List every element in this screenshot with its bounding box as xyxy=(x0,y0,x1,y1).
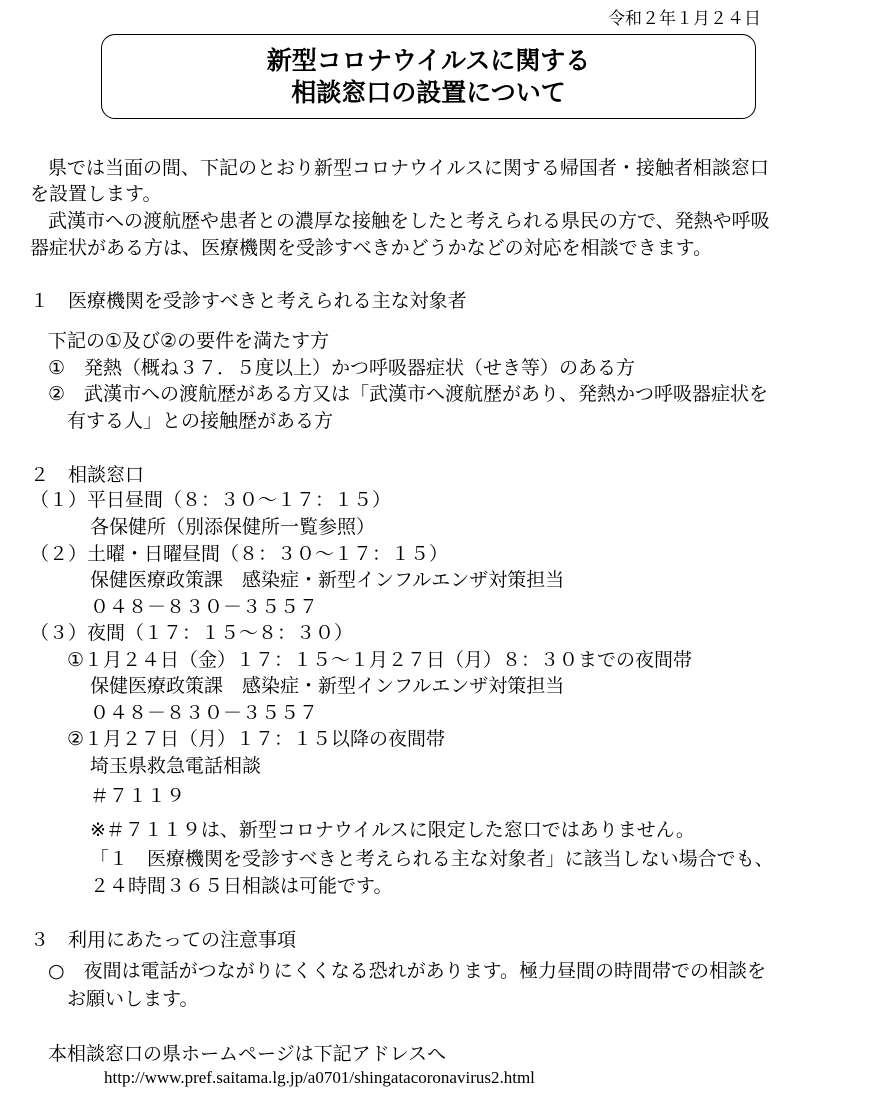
homepage-url: http://www.pref.saitama.lg.jp/a0701/shingatacoronavirus2.html xyxy=(104,1068,535,1087)
night-sub2-phone: ＃７１１９ xyxy=(90,785,186,807)
intro-p2-line1: 武漢市への渡航歴や患者との濃厚な接触をしたと考えられる県民の方で、発熱や呼吸 xyxy=(48,210,770,232)
night-note-1: ※＃７１１９は、新型コロナウイルスに限定した窓口ではありません。 xyxy=(90,819,695,841)
weekday-body: 各保健所（別添保健所一覧参照） xyxy=(90,516,376,538)
title-line-1: 新型コロナウイルスに関する xyxy=(266,46,591,75)
night-sub1-phone: ０４８－８３０－３５５７ xyxy=(90,702,319,724)
night-sub1-label: ①１月２４日（金）１７：１５～１月２７日（月）８：３０までの夜間帯 xyxy=(67,649,693,671)
document-date: 令和２年１月２４日 xyxy=(608,9,761,29)
night-sub1-dept: 保健医療政策課 感染症・新型インフルエンザ対策担当 xyxy=(90,675,565,697)
night-sub2-name: 埼玉県救急電話相談 xyxy=(90,755,262,777)
section3-heading: ３ 利用にあたっての注意事項 xyxy=(30,929,297,951)
night-sub2-label: ②１月２７日（月）１７：１５以降の夜間帯 xyxy=(67,728,446,750)
section2-heading: ２ 相談窓口 xyxy=(30,464,145,486)
title-box xyxy=(101,34,756,119)
section1-item-2-line2: 有する人」との接触歴がある方 xyxy=(67,410,334,432)
weekend-label: （２）土曜・日曜昼間（８：３０～１７：１５） xyxy=(30,543,449,565)
footer-lead: 本相談窓口の県ホームページは下記アドレスへ xyxy=(48,1043,447,1065)
section1-heading: １ 医療機関を受診すべきと考えられる主な対象者 xyxy=(30,290,467,312)
section1-item-2-line1: ② 武漢市への渡航歴がある方又は「武漢市へ渡航歴があり、発熱かつ呼吸器症状を xyxy=(48,383,769,405)
intro-p1-line2: を設置します。 xyxy=(30,183,162,205)
section1-item-1: ① 発熱（概ね３７．５度以上）かつ呼吸器症状（せき等）のある方 xyxy=(48,357,636,379)
night-label: （３）夜間（１７：１５～８：３０） xyxy=(30,622,354,644)
weekend-dept: 保健医療政策課 感染症・新型インフルエンザ対策担当 xyxy=(90,569,565,591)
intro-p1-line1: 県では当面の間、下記のとおり新型コロナウイルスに関する帰国者・接触者相談窓口 xyxy=(48,157,769,179)
weekday-label: （１）平日昼間（８：３０～１７：１５） xyxy=(30,489,392,511)
night-note-2-line1: 「１ 医療機関を受診すべきと考えられる主な対象者」に該当しない場合でも、 xyxy=(90,848,774,870)
intro-p2-line2: 器症状がある方は、医療機関を受診すべきかどうかなどの対応を相談できます。 xyxy=(30,237,713,259)
weekend-phone: ０４８－８３０－３５５７ xyxy=(90,596,319,618)
section3-item-line1: ○ 夜間は電話がつながりにくくなる恐れがあります。極力昼間の時間帯での相談を xyxy=(48,960,767,982)
section1-lead: 下記の①及び②の要件を満たす方 xyxy=(48,330,330,352)
title-line-2: 相談窓口の設置について xyxy=(291,78,566,107)
night-note-2-line2: ２４時間３６５日相談は可能です。 xyxy=(90,875,393,897)
section3-item-line2: お願いします。 xyxy=(67,988,199,1010)
